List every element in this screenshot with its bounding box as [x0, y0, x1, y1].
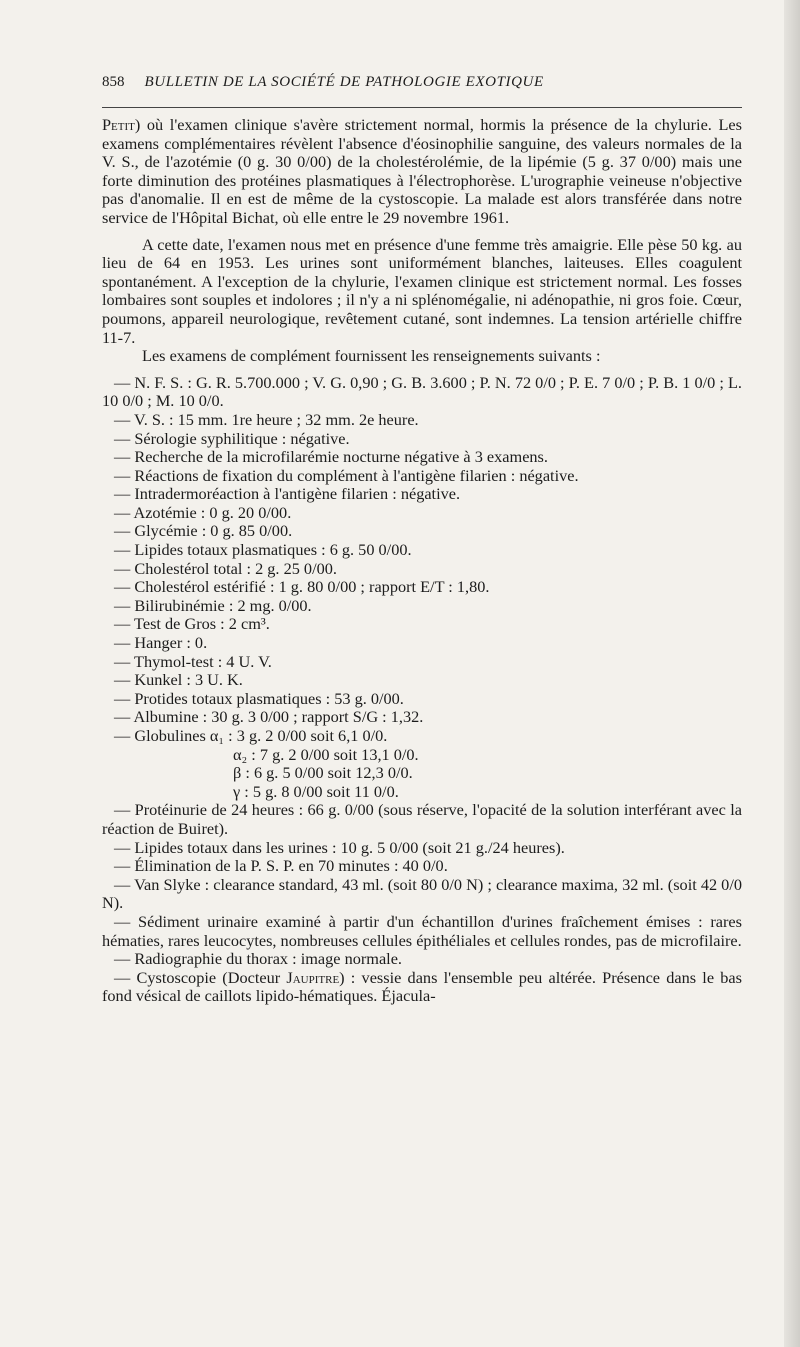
exam-item [102, 969, 742, 1006]
paragraph-text: ) où l'examen clinique s'avère strictement normal, hormis la présence de la chylurie. Les examens complémentaires révèlent l'absence d'éosinophilie sanguine, des valeurs normales de la V. S., de l'azotémie (0 g. 30 0/00) de la cholestérolémie, de la lipémie (5 g. 37 0/00) mais une forte diminution des protéines plasmatiques à l'électrophorèse. L'urographie veineuse n'objective pas d'anomalie. Il en est de même de la cystoscopie. La malade est alors transférée dans notre service de l'Hôpital Bichat, où elle entre le 29 novembre 1961. [102, 115, 742, 227]
page-number: 858 [102, 74, 125, 90]
exam-item: — Hanger : 0. [114, 633, 208, 653]
exam-item: — Lipides totaux plasmatiques : 6 g. 50 0/00. [114, 540, 412, 560]
exam-item: — Lipides totaux dans les urines : 10 g. 5 0/00 (soit 21 g./24 heures). [114, 837, 565, 857]
globulin-item: — Globulines α₁ : 3 g. 2 0/00 soit 6,1 0/0. [114, 726, 388, 745]
exam-item: — Réactions de fixation du complément à l'antigène filarien : négative. [114, 465, 579, 485]
globulin-item: β : 6 g. 5 0/00 soit 12,3 0/0. [233, 763, 413, 783]
exam-item: — Intradermoréaction à l'antigène filarien : négative. [114, 484, 461, 504]
exam-item: — Azotémie : 0 g. 20 0/00. [114, 502, 292, 522]
item-text: — Cystoscopie (Docteur [114, 967, 287, 987]
exam-item: — Thymol-test : 4 U. V. [114, 651, 272, 671]
paragraph: A cette date, l'examen nous met en présence d'une femme très amaigrie. Elle pèse 50 kg. au lieu de 64 en 1953. Les urines sont uniformément blanches, laiteuses. Elles coagulent spontanément. A l'exception de la chylurie, l'examen clinique est strictement normal. Les fosses lombaires sont souples et indolores ; il n'y a ni splénomégalie, ni adénopathie, ni gros foie. Cœur, poumons, appareil neurologique, revêtement cutané, sont indemnes. La tension artérielle chiffre 11-7. [102, 234, 742, 347]
running-header [102, 74, 742, 91]
exam-item: — Albumine : 30 g. 3 0/00 ; rapport S/G : 1,32. [114, 707, 424, 727]
item-text: ) : vessie dans l'ensemble peu altérée. Présence dans le bas fond vésical de caillots lipido-hématiques. Éjacula- [102, 967, 742, 1006]
article-body [102, 116, 742, 1006]
globulin-item: γ : 5 g. 8 0/00 soit 11 0/0. [233, 781, 399, 801]
paragraph: Les examens de complément fournissent les renseignements suivants : [142, 346, 601, 366]
exam-item: — Radiographie du thorax : image normale. [114, 949, 403, 969]
exam-item: — Protéinurie de 24 heures : 66 g. 0/00 (sous réserve, l'opacité de la solution interférant avec la réaction de Buiret). [102, 800, 742, 838]
exam-item: — Sérologie syphilitique : négative. [114, 428, 350, 448]
exam-item: — Test de Gros : 2 cm³. [114, 614, 270, 634]
paragraph [102, 116, 742, 228]
doctor-name: Jaupitre [286, 967, 340, 987]
exam-item: — V. S. : 15 mm. 1re heure ; 32 mm. 2e heure. [114, 409, 419, 429]
exam-item: — Van Slyke : clearance standard, 43 ml. (soit 80 0/0 N) ; clearance maxima, 32 ml. (soit 42 0/0 N). [102, 874, 742, 913]
journal-title: BULLETIN DE LA SOCIÉTÉ DE PATHOLOGIE EXOTIQUE [144, 74, 544, 90]
exam-item: — Sédiment urinaire examiné à partir d'un échantillon d'urines fraîchement émises : rares hématies, rares leucocytes, nombreuses cellules épithéliales et cellules rondes, pas de microfilaire. [102, 911, 742, 950]
exam-item: — Cholestérol total : 2 g. 25 0/00. [114, 558, 337, 578]
exam-item: — Glycémie : 0 g. 85 0/00. [114, 521, 293, 541]
exam-item: — Kunkel : 3 U. K. [114, 670, 243, 690]
page-edge-shadow [784, 0, 800, 1347]
exam-item: — Protides totaux plasmatiques : 53 g. 0/00. [114, 688, 404, 708]
author-name: Petit [102, 115, 135, 134]
globulin-item: α₂ : 7 g. 2 0/00 soit 13,1 0/0. [233, 744, 419, 764]
exam-item: — Élimination de la P. S. P. en 70 minutes : 40 0/0. [114, 856, 448, 876]
header-rule [102, 107, 742, 108]
exam-item: — Cholestérol estérifié : 1 g. 80 0/00 ; rapport E/T : 1,80. [114, 577, 490, 597]
exam-item: — N. F. S. : G. R. 5.700.000 ; V. G. 0,90 ; G. B. 3.600 ; P. N. 72 0/0 ; P. E. 7 0/0 ; P. B. 1 0/0 ; L. 10 0/0 ; M. 10 0/0. [102, 372, 742, 411]
exam-item: — Recherche de la microfilarémie nocturne négative à 3 examens. [114, 447, 548, 467]
exam-item: — Bilirubinémie : 2 mg. 0/00. [114, 595, 312, 615]
